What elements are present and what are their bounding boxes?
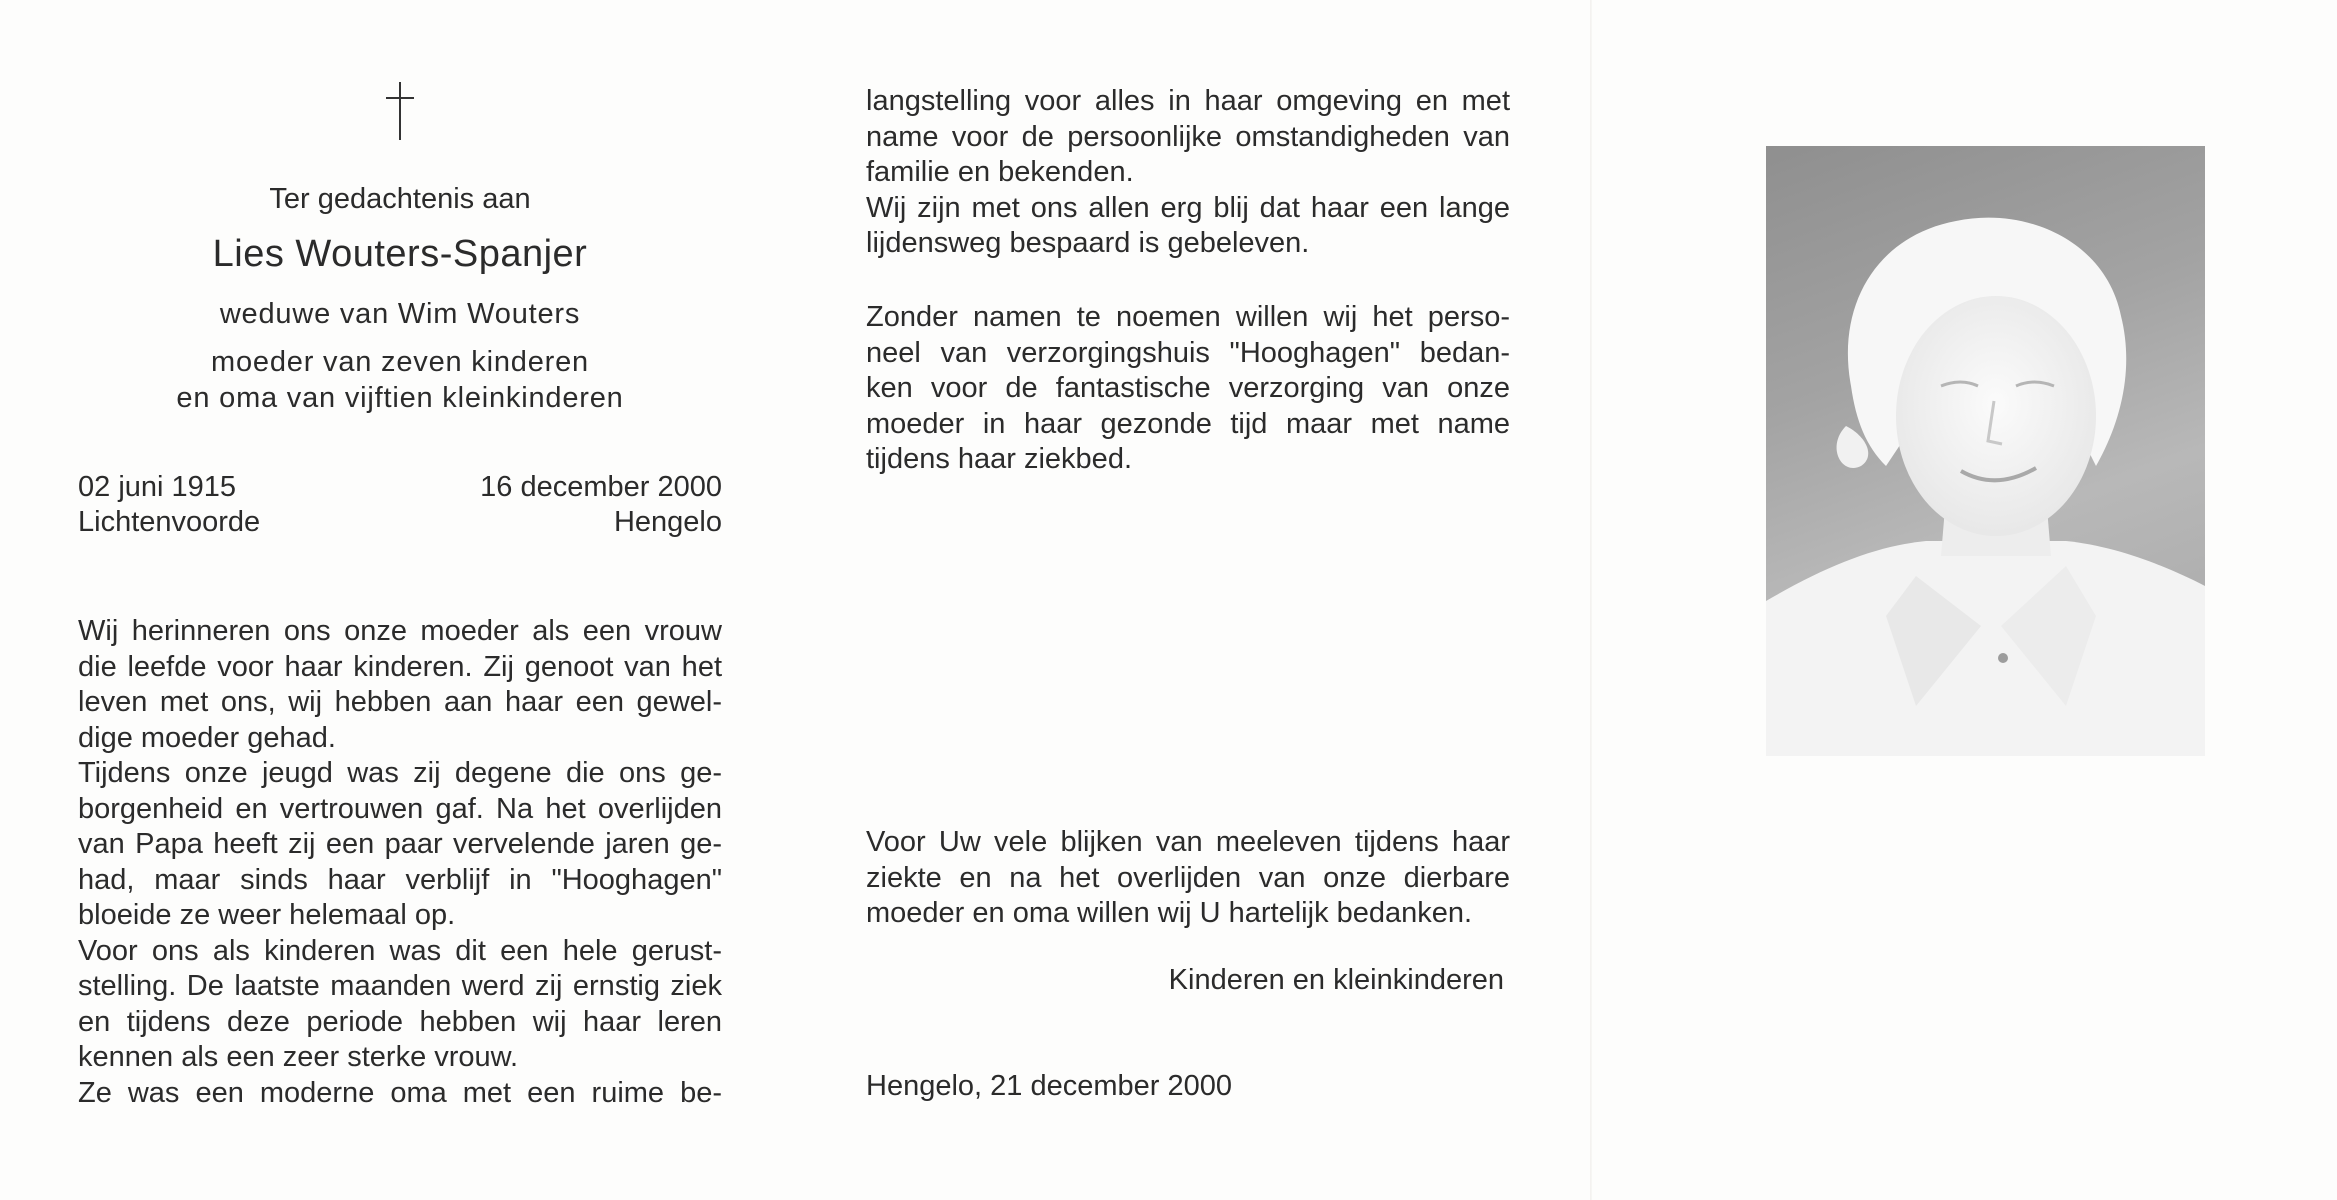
life-dates — [78, 470, 722, 540]
text-line: Voor ons als kinderen was dit een hele gerust- — [78, 934, 722, 967]
text-line: ziekte en na het overlijden van onze dierbare — [866, 861, 1510, 894]
card-fold — [1590, 0, 1592, 1200]
thanks-condolences-paragraph — [866, 825, 1510, 932]
death-place: Hengelo — [613, 506, 722, 538]
text-line: familie en bekenden. — [866, 156, 1134, 188]
portrait-photo — [1766, 146, 2205, 756]
birth-date: 02 juni 1915 — [78, 471, 237, 503]
text-line: had, maar sinds haar verblijf in "Hooghagen" — [78, 863, 722, 896]
deceased-name: Lies Wouters-Spanjer — [212, 233, 588, 275]
text-line: die leefde voor haar kinderen. Zij genoot van het — [78, 650, 722, 683]
text-line: Wij herinneren ons onze moeder als een vrouw — [78, 615, 722, 647]
thanks-staff-paragraph — [866, 300, 1510, 478]
text-line: leven met ons, wij hebben aan haar een gewel- — [78, 686, 722, 718]
text-line: bloeide ze weer helemaal op. — [78, 899, 456, 931]
continuation-paragraph — [866, 84, 1510, 262]
relations — [78, 296, 722, 428]
text-line: en tijdens deze periode hebben wij haar leren — [78, 1005, 722, 1038]
text-line: dige moeder gehad. — [78, 721, 336, 754]
text-line: neel van verzorgingshuis "Hooghagen" bedan- — [866, 336, 1510, 369]
text-line: langstelling voor alles in haar omgeving en met — [866, 85, 1510, 117]
place-date: Hengelo, 21 december 2000 — [866, 1070, 1232, 1102]
text-line: Ze was een moderne oma met een ruime be- — [78, 1076, 722, 1109]
text-line: lijdensweg bespaard is gebeleven. — [866, 227, 1310, 259]
mother-of-text: moeder van zeven kinderen — [211, 346, 589, 378]
text-line: van Papa heeft zij een paar vervelende jaren ge- — [78, 828, 722, 860]
text-line: tijdens haar ziekbed. — [866, 443, 1132, 475]
text-line: Zonder namen te noemen willen wij het perso- — [866, 301, 1510, 333]
text-line: name voor de persoonlijke omstandigheden van — [866, 120, 1510, 153]
text-line: ken voor de fantastische verzorging van onze — [866, 372, 1510, 404]
text-line: Tijdens onze jeugd was zij degene die ons ge- — [78, 757, 722, 789]
text-line: stelling. De laatste maanden werd zij ernstig ziek — [78, 970, 722, 1002]
cross-icon — [378, 80, 422, 142]
signoff: Kinderen en kleinkinderen — [1168, 964, 1504, 996]
widow-of-text: weduwe van Wim Wouters — [219, 298, 581, 330]
death-date: 16 december 2000 — [480, 471, 722, 503]
text-line: moeder in haar gezonde tijd maar met name — [866, 407, 1510, 440]
memory-paragraph — [78, 614, 722, 1111]
text-line: borgenheid en vertrouwen gaf. Na het overlijden — [78, 792, 722, 825]
text-line: kennen als een zeer sterke vrouw. — [78, 1041, 519, 1073]
portrait-illustration — [1766, 146, 2205, 756]
text-line: moeder en oma willen wij U hartelijk bedanken. — [866, 897, 1473, 929]
intro-text: Ter gedachtenis aan — [269, 183, 531, 215]
text-line: Wij zijn met ons allen erg blij dat haar een lange — [866, 191, 1510, 224]
text-line: Voor Uw vele blijken van meeleven tijdens haar — [866, 826, 1510, 858]
birth-place: Lichtenvoorde — [78, 506, 261, 538]
grandmother-of-text: en oma van vijftien kleinkinderen — [176, 382, 624, 414]
